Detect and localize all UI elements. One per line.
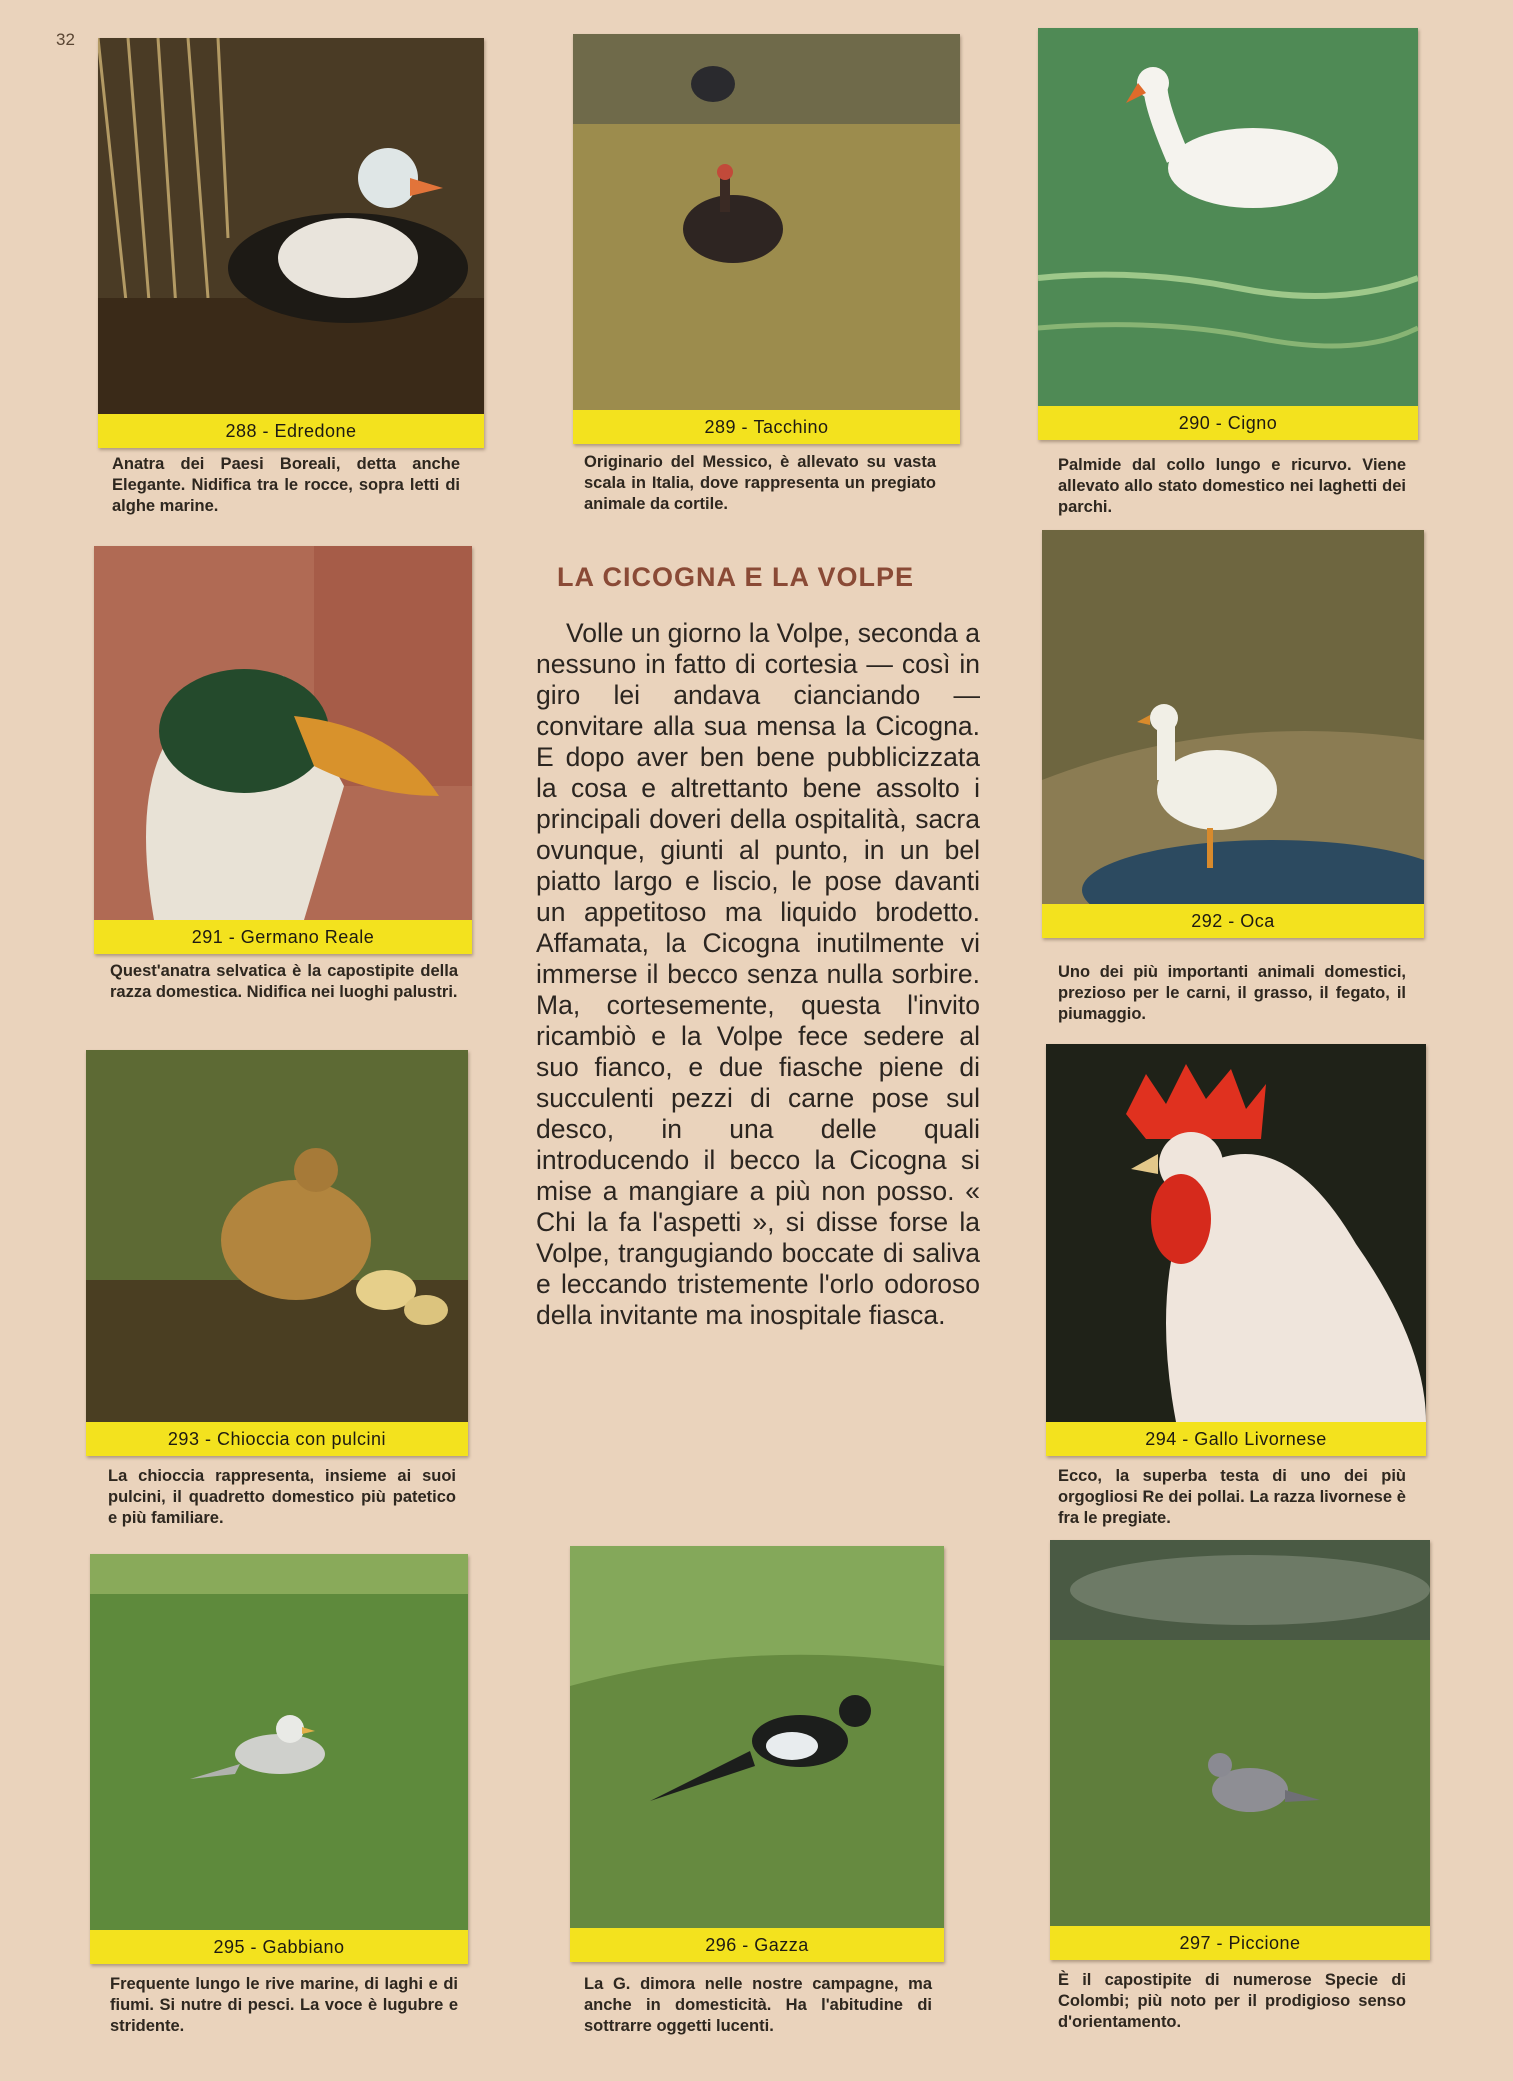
caption-289: Originario del Messico, è allevato su vasta scala in Italia, dove rappresenta un pregiato animale da cortile. (584, 453, 936, 513)
card-number: 292 (1191, 910, 1223, 931)
label-295: 295 - Gabbiano (90, 1930, 468, 1964)
card-name: Cigno (1227, 412, 1278, 433)
photo-edredone (98, 38, 484, 414)
card-number: 294 (1145, 1428, 1177, 1449)
caption-293: La chioccia rappresenta, insieme ai suoi pulcini, il quadretto domestico più patetico e più familiare. (108, 1467, 456, 1527)
photo-cigno (1038, 28, 1418, 406)
card-number: 293 (167, 1428, 200, 1449)
card-name: Oca (1240, 910, 1275, 931)
label-288: 288 - Edredone (98, 414, 484, 448)
label-292: 292 - Oca (1042, 904, 1424, 938)
caption-288: Anatra dei Paesi Boreali, detta anche Elegante. Nidifica tra le rocce, sopra letti di alghe marine. (112, 455, 460, 515)
card-288-edredone (98, 38, 484, 448)
card-number: 291 (191, 926, 224, 947)
card-296-gazza (570, 1546, 944, 1962)
caption-294: Ecco, la superba testa di uno dei più orgogliosi Re dei pollai. La razza livornese è fra le pregiate. (1058, 1467, 1406, 1527)
card-290-cigno (1038, 28, 1418, 440)
card-number: 297 (1179, 1932, 1211, 1953)
card-number: 296 (705, 1934, 737, 1955)
caption-296: La G. dimora nelle nostre campagne, ma anche in domesticità. Ha l'abitudine di sottrarre oggetti lucenti. (584, 1975, 932, 2035)
photo-tacchino (573, 34, 960, 410)
card-295-gabbiano (90, 1554, 468, 1964)
caption-291: Quest'anatra selvatica è la capostipite della razza domestica. Nidifica nei luoghi palustri. (110, 962, 458, 1001)
photo-chioccia (86, 1050, 468, 1422)
card-number: 295 (213, 1936, 245, 1957)
photo-gabbiano (90, 1554, 468, 1930)
card-number: 290 (1178, 412, 1211, 433)
card-name: Chioccia con pulcini (216, 1428, 387, 1449)
page-number: 32 (56, 30, 75, 49)
card-number: 288 (225, 420, 257, 441)
story-text: Volle un giorno la Volpe, seconda a nessuno in fatto di cortesia — così in giro lei andava cianciando — convitare alla sua mensa la Cicogna. E dopo aver ben bene pubblicizzata la cosa e altrettanto bene assolto i principali doveri della ospitalità, sacra ovunque, giunti al punto, in un bel piatto largo e liscio, le pose davanti un appetitoso ma liquido brodetto. Affamata, la Cicogna inutilmente vi immerse il becco senza nulla sorbire. Ma, cortesemente, questa l'invito ricambiò e la Volpe fece sedere al suo fianco, e due fiasche piene di succulenti pezzi di carne pose sul desco, in una delle quali introducendo il becco la Cicogna si mise a mangiare a più non posso. « Chi la fa l'aspetti », si disse forse la Volpe, trangugiando boccate di saliva e leccando tristemente l'orlo odoroso della invitante ma inospitale fiasca. (536, 618, 981, 1330)
caption-295: Frequente lungo le rive marine, di laghi e di fiumi. Si nutre di pesci. La voce è lugubre e stridente. (110, 1975, 458, 2035)
caption-290: Palmide dal collo lungo e ricurvo. Viene allevato allo stato domestico nei laghetti dei parchi. (1058, 456, 1406, 516)
photo-oca (1042, 530, 1424, 904)
label-291: 291 - Germano Reale (94, 920, 472, 954)
card-number: 289 (704, 416, 736, 437)
caption-297: È il capostipite di numerose Specie di Colombi; più noto per il prodigioso senso d'orientamento. (1058, 1971, 1406, 2031)
photo-germano-reale (94, 546, 472, 920)
caption-292: Uno dei più importanti animali domestici, prezioso per le carni, il grasso, il fegato, il piumaggio. (1058, 963, 1406, 1023)
label-294: 294 - Gallo Livornese (1046, 1422, 1426, 1456)
photo-piccione (1050, 1540, 1430, 1926)
card-name: Edredone (274, 420, 357, 441)
card-291-germano-reale (94, 546, 472, 954)
card-name: Piccione (1228, 1932, 1301, 1953)
card-name: Gazza (754, 1934, 809, 1955)
photo-gallo (1046, 1044, 1426, 1422)
story-title: LA CICOGNA E LA VOLPE (557, 562, 915, 592)
card-293-chioccia (86, 1050, 468, 1456)
card-name: Gallo Livornese (1194, 1428, 1327, 1449)
card-292-oca (1042, 530, 1424, 938)
card-289-tacchino (573, 34, 960, 444)
card-name: Germano Reale (240, 926, 375, 947)
card-name: Tacchino (753, 416, 829, 437)
card-294-gallo (1046, 1044, 1426, 1456)
label-290: 290 - Cigno (1038, 406, 1418, 440)
label-296: 296 - Gazza (570, 1928, 944, 1962)
card-name: Gabbiano (262, 1936, 345, 1957)
label-297: 297 - Piccione (1050, 1926, 1430, 1960)
card-297-piccione (1050, 1540, 1430, 1960)
photo-gazza (570, 1546, 944, 1928)
label-289: 289 - Tacchino (573, 410, 960, 444)
label-293: 293 - Chioccia con pulcini (86, 1422, 468, 1456)
